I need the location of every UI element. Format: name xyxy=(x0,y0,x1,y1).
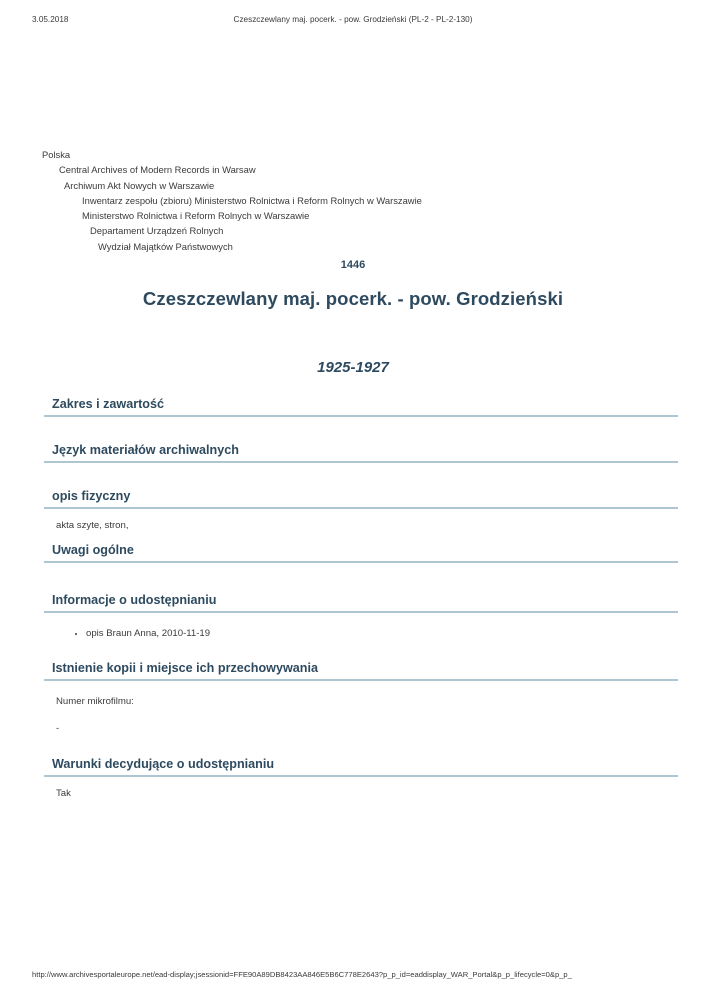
page-title: Czeszczewlany maj. pocerk. - pow. Grodzieński xyxy=(142,288,564,309)
breadcrumb-item-division[interactable]: Wydział Majątków Państwowych xyxy=(98,240,233,252)
microfilm-number-label: Numer mikrofilmu: xyxy=(56,696,134,707)
spacer xyxy=(0,463,706,488)
section-physical-description xyxy=(0,488,706,533)
print-header-title: Czeszczewlany maj. pocerk. - pow. Grodzieński (PL-2 - PL-2-130) xyxy=(233,15,473,24)
section-general-notes xyxy=(0,542,706,563)
spacer xyxy=(56,709,706,721)
spacer xyxy=(0,641,706,660)
section-divider xyxy=(44,415,678,417)
spacer xyxy=(0,563,706,592)
access-information-list xyxy=(56,626,706,641)
print-footer-url: http://www.archivesportaleurope.net/ead-display;jsessionid=FFE90A89DB8423AA846E5B6C778E2643?p_p_id=eaddisplay_WAR_Portal&p_p_lifecycle=0&p_p_ xyxy=(32,970,572,979)
section-language-of-material xyxy=(0,442,706,463)
section-heading-general-notes: Uwagi ogólne xyxy=(52,543,134,557)
section-scope-and-content xyxy=(0,396,706,417)
section-body-physical xyxy=(56,509,706,533)
breadcrumb-item-country[interactable]: Polska xyxy=(42,149,71,160)
section-heading-scope: Zakres i zawartość xyxy=(52,397,165,411)
spacer xyxy=(0,533,706,542)
section-heading-physical: opis fizyczny xyxy=(52,489,131,503)
microfilm-number-value: - xyxy=(56,723,60,734)
breadcrumb-item-archive-pl[interactable]: Archiwum Akt Nowych w Warszawie xyxy=(64,179,215,191)
section-heading-existence-of-copies: Istnienie kopii i miejsce ich przechowywania xyxy=(52,661,318,675)
section-existence-of-copies xyxy=(0,660,706,736)
print-date: 3.05.2018 xyxy=(32,15,69,24)
section-heading-access-conditions: Warunki decydujące o udostępnianiu xyxy=(52,757,275,771)
print-header xyxy=(0,15,706,29)
spacer xyxy=(0,417,706,442)
breadcrumb-item-department[interactable]: Departament Urządzeń Rolnych xyxy=(90,225,224,237)
section-access-conditions xyxy=(0,756,706,801)
section-heading-language: Język materiałów archiwalnych xyxy=(52,443,239,457)
section-list xyxy=(0,396,706,801)
breadcrumb-item-inventory[interactable]: Inwentarz zespołu (zbioru) Ministerstwo Rolnictwa i Reform Rolnych w Warszawie xyxy=(82,194,422,206)
section-divider xyxy=(44,461,678,463)
record-date-range: 1925-1927 xyxy=(317,359,389,376)
breadcrumb-item-archive-en[interactable]: Central Archives of Modern Records in Warsaw xyxy=(59,164,256,176)
section-divider xyxy=(44,561,678,563)
breadcrumb xyxy=(42,147,682,254)
section-body-existence-of-copies xyxy=(56,681,706,736)
section-heading-access-information: Informacje o udostępnianiu xyxy=(52,593,217,607)
access-conditions-text: Tak xyxy=(56,788,71,799)
spacer xyxy=(0,736,706,756)
section-body-access-conditions xyxy=(56,777,706,801)
physical-description-text: akta szyte, stron, xyxy=(56,520,129,531)
breadcrumb-item-ministry[interactable]: Ministerstwo Rolnictwa i Reform Rolnych w Warszawie xyxy=(82,210,310,222)
section-body-access-information xyxy=(56,613,706,641)
list-item: • opis Braun Anna, 2010-11-19 xyxy=(86,626,706,641)
record-reference-number: 1446 xyxy=(340,259,366,271)
section-access-information xyxy=(0,592,706,641)
